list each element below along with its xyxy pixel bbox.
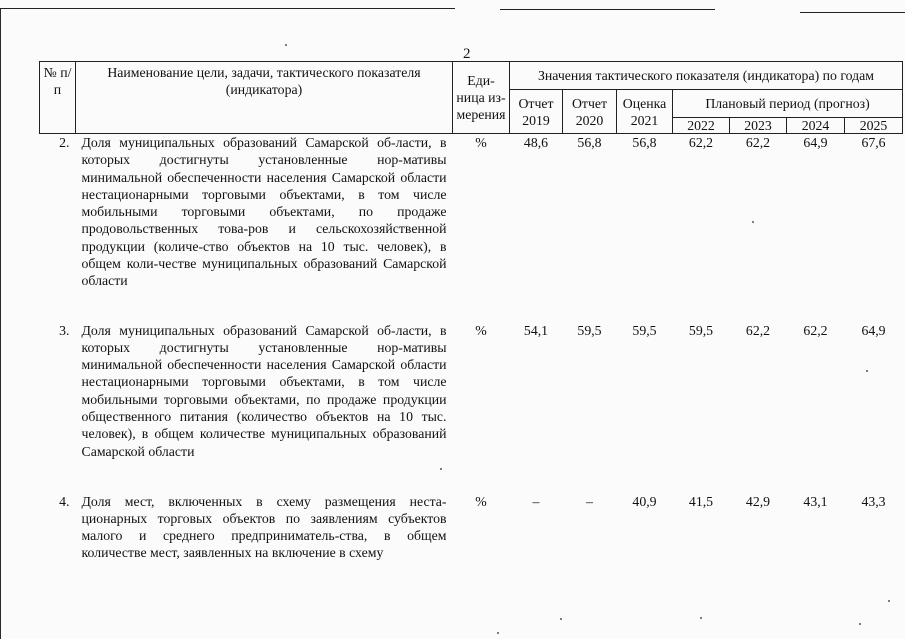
value-plan-2022: 59,5: [688, 322, 714, 338]
value-plan-2023: 62,2: [745, 322, 771, 338]
value-plan-2022: 62,2: [688, 135, 714, 150]
header-year-2022: 2022: [673, 118, 730, 134]
value-report-2019: 48,6: [523, 135, 549, 150]
header-name: Наименование цели, задачи, тактического показателя (индикатора): [76, 62, 453, 134]
header-number: № п/п: [40, 62, 76, 134]
row-indicator-name: Доля мест, включенных в схему размещения неста-ционарных торговых объектов по заявлениям субъектов малого и среднего предприниматель-ства, в общем количестве мест, заявленных на включение в схему: [81, 493, 447, 561]
value-plan-2023: 42,9: [745, 493, 771, 509]
scan-speck: [888, 600, 890, 602]
value-plan-2025: 64,9: [861, 322, 886, 338]
header-year-2025: 2025: [845, 118, 903, 134]
value-report-2020: –: [586, 493, 593, 509]
row-indicator-name: Доля муниципальных образований Самарской об-ласти, в которых достигнуты установленные нор-мативы минимальной обеспеченности населения Самарской области нестационарными торговыми объектами, в том числе мобильными торговыми объектами, по продаже продовольственных това-ров и сельскохозяйственной продукции (количе-ство объектов на 10 тыс. человек), в общем коли-честве муниципальных образований Самарской области: [81, 135, 447, 289]
header-report-2020: Отчет 2020: [563, 90, 617, 134]
row-unit: %: [475, 135, 487, 150]
scan-speck: [285, 44, 287, 46]
value-plan-2024: 64,9: [803, 135, 828, 150]
header-year-2023: 2023: [730, 118, 787, 134]
scan-speck: [859, 623, 861, 625]
row-number: 3.: [59, 322, 70, 338]
value-report-2019: –: [532, 493, 540, 509]
header-report-2019: Отчет 2019: [510, 90, 563, 134]
value-report-2019: 54,1: [523, 322, 549, 338]
row-number: 4.: [59, 493, 70, 509]
header-estimate-2021: Оценка 2021: [617, 90, 673, 134]
value-report-2020: 59,5: [577, 322, 602, 338]
value-plan-2022: 41,5: [688, 493, 714, 509]
value-estimate-2021: 56,8: [632, 135, 657, 150]
header-year-2024: 2024: [787, 118, 845, 134]
scan-top-line-mid: [500, 9, 715, 10]
table-row: [40, 134, 903, 322]
scan-speck: [497, 632, 499, 634]
scan-top-line-left: [0, 8, 455, 9]
row-number: 2.: [59, 135, 70, 150]
header-values: Значения тактического показателя (индикатора) по годам: [510, 62, 903, 90]
row-indicator-name: Доля муниципальных образований Самарской об-ласти, в которых достигнуты установленные нор-мативы минимальной обеспеченности населения Самарской области нестационарными торговыми объектами, в том числе мобильными торговыми объектами, по продаже продукции общественного питания (количество объектов на 10 тыс. человек), в общем количестве муниципальных образований Самарской области: [81, 322, 447, 459]
header-unit: Еди-ница из-мерения: [453, 62, 510, 134]
scan-speck: [700, 617, 702, 619]
indicator-table: [39, 61, 903, 583]
value-plan-2025: 67,6: [861, 135, 886, 150]
value-report-2020: 56,8: [577, 135, 602, 150]
value-plan-2025: 43,3: [861, 493, 886, 509]
row-unit: %: [475, 322, 487, 338]
value-estimate-2021: 59,5: [632, 322, 657, 338]
table-row: [40, 493, 903, 583]
scan-speck: [560, 618, 562, 620]
header-plan-period: Плановый период (прогноз): [673, 90, 903, 118]
value-plan-2024: 43,1: [803, 493, 828, 509]
value-plan-2023: 62,2: [745, 135, 771, 150]
scan-left-edge: [0, 9, 1, 639]
row-unit: %: [475, 493, 487, 509]
table-row: [40, 322, 903, 493]
value-plan-2024: 62,2: [803, 322, 828, 338]
value-estimate-2021: 40,9: [632, 493, 657, 509]
page-number: 2: [463, 46, 471, 62]
scan-top-line-right: [800, 12, 905, 13]
